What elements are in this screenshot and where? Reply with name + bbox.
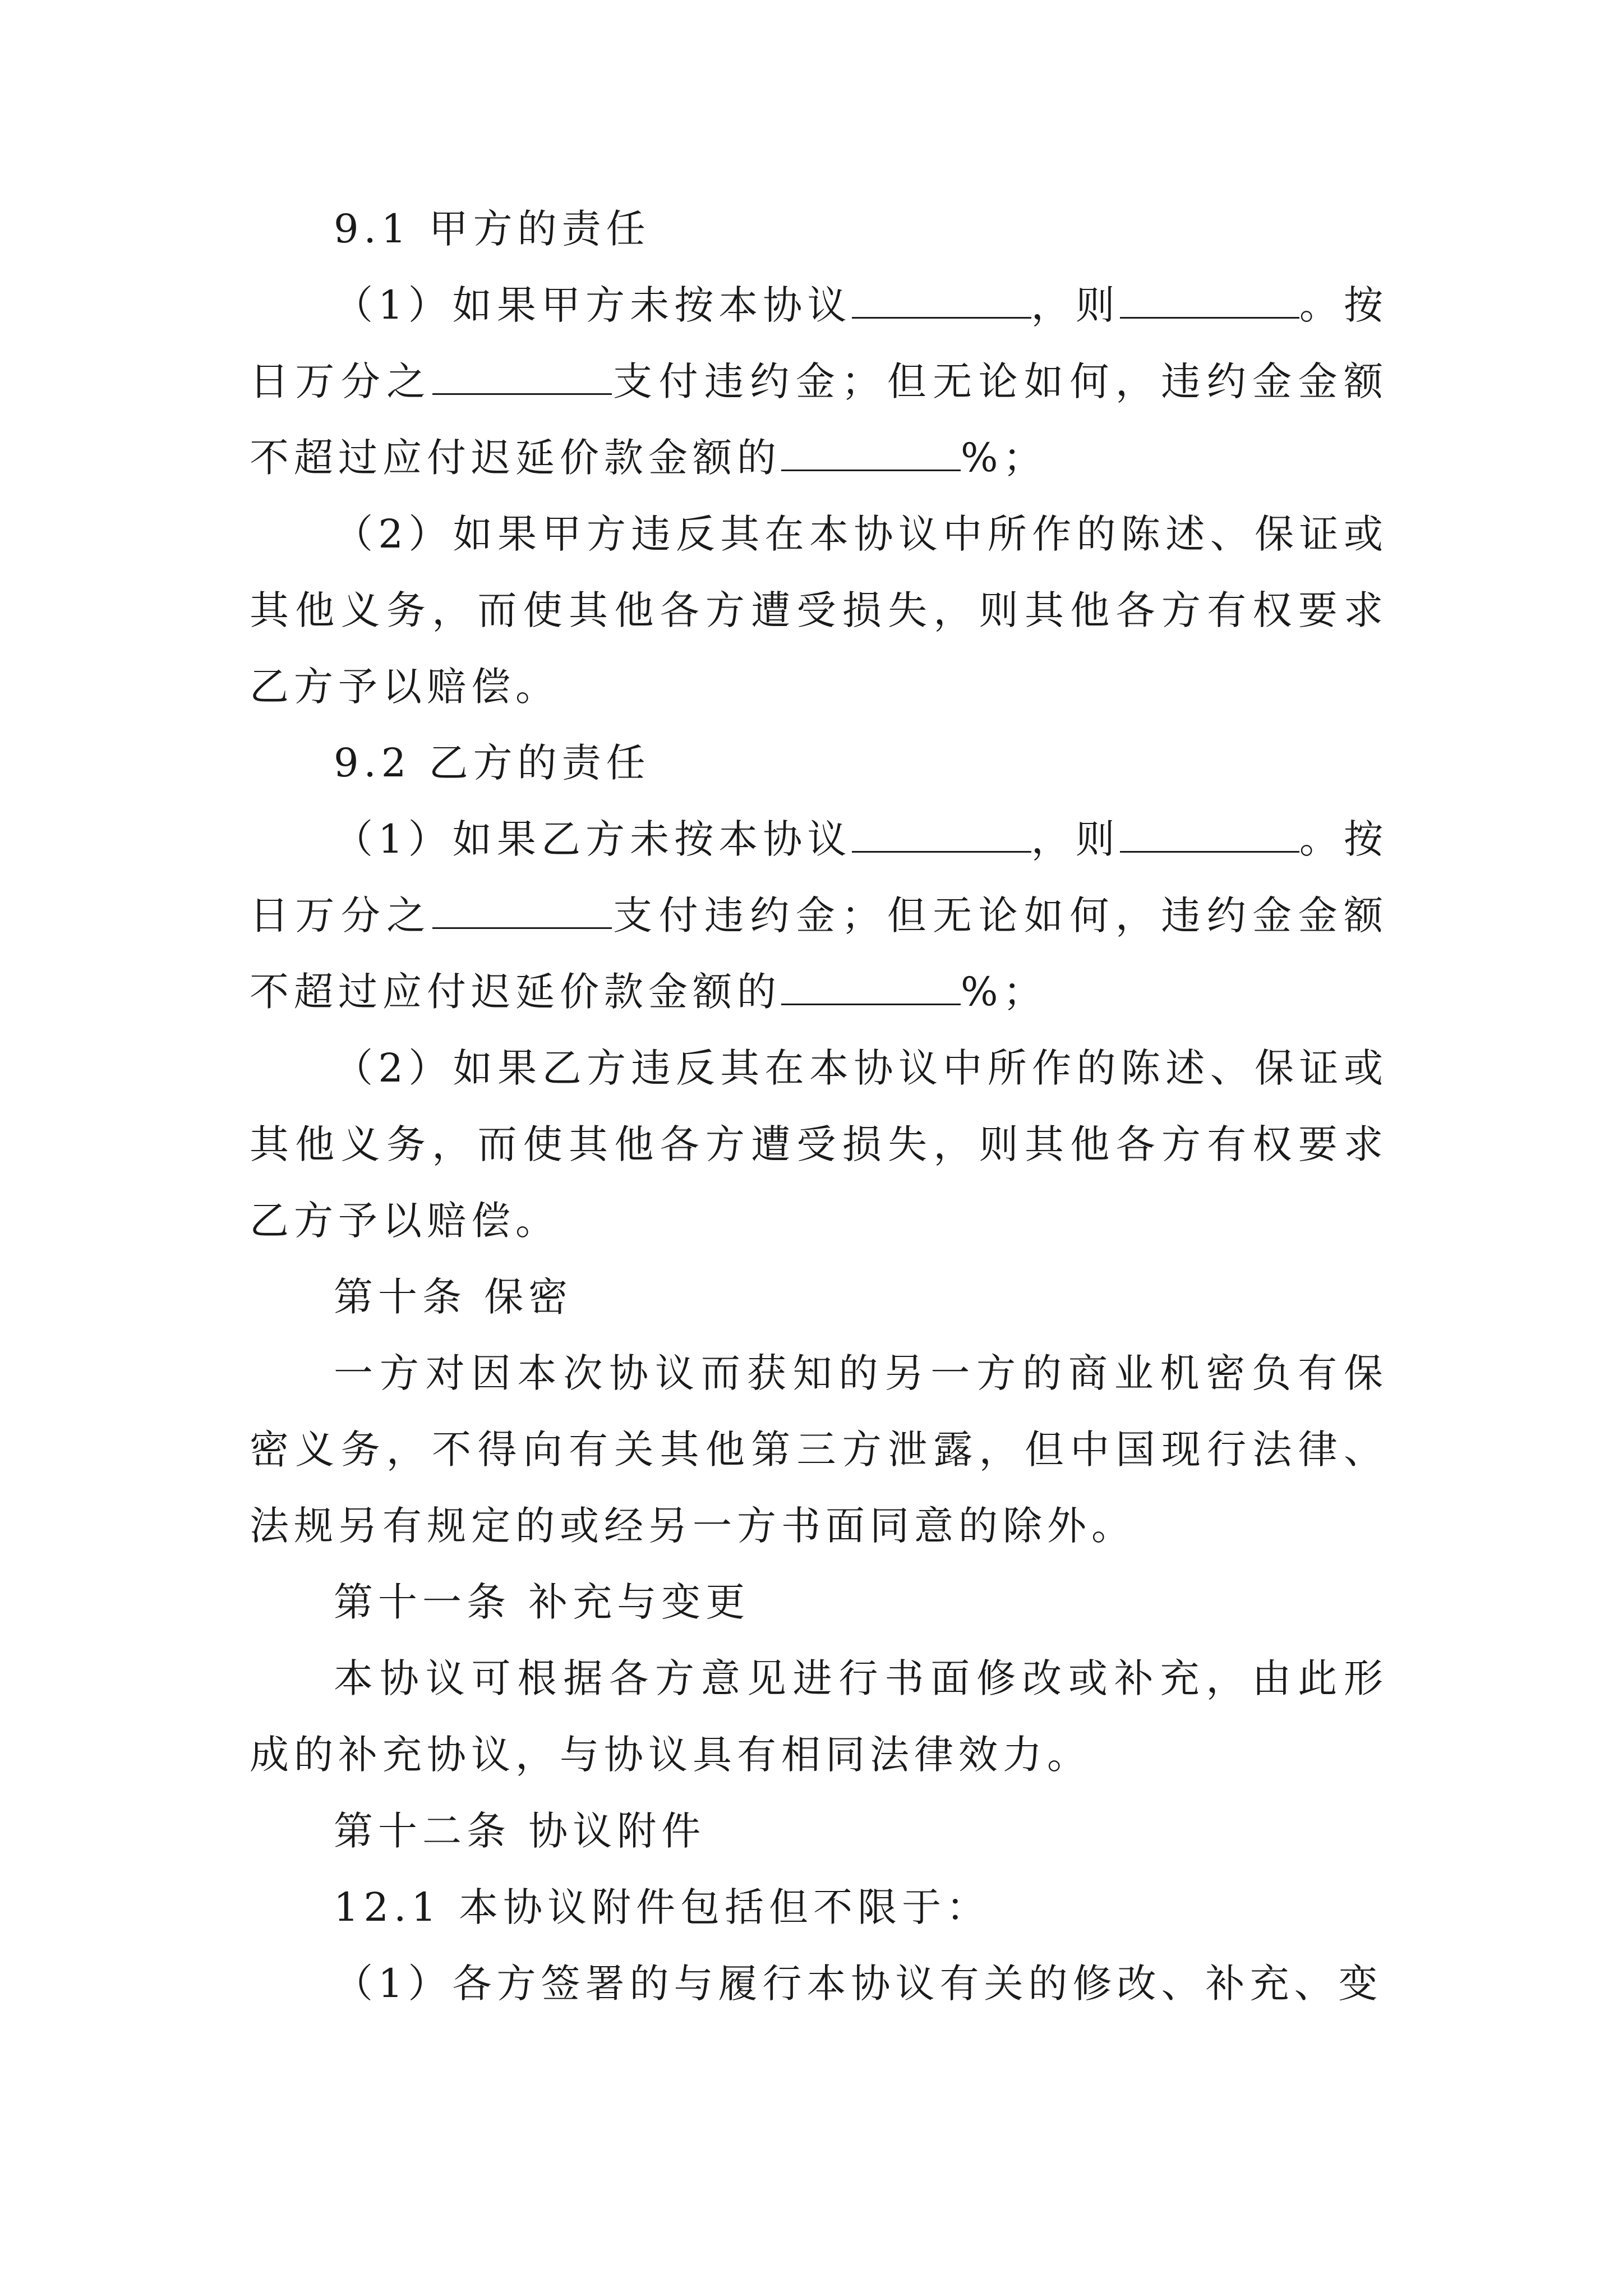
fill-in-blank[interactable] bbox=[1120, 817, 1299, 853]
clause-text: ，则 bbox=[1031, 282, 1120, 328]
clause-text: 。按日万分之 bbox=[250, 282, 1388, 404]
section-9-1-clause-2: （2）如果甲方违反其在本协议中所作的陈述、保证或其他义务，而使其他各方遭受损失，则其他各方有权要求乙方予以赔偿。 bbox=[250, 511, 1388, 710]
article-12-item-1: （1）各方签署的与履行本协议有关的修改、补充、变 bbox=[334, 1961, 1383, 2007]
article-11-title: 第十一条 补充与变更 bbox=[334, 1579, 750, 1625]
section-9-2-clause-2: （2）如果乙方违反其在本协议中所作的陈述、保证或其他义务，而使其他各方遭受损失，则其他各方有权要求乙方予以赔偿。 bbox=[250, 1045, 1388, 1244]
clause-text: %； bbox=[961, 969, 1048, 1015]
fill-in-blank[interactable] bbox=[852, 283, 1031, 319]
section-9-2-clause-1 bbox=[250, 801, 1388, 1030]
fill-in-blank[interactable] bbox=[852, 817, 1031, 853]
section-9-2-title: 9.2 乙方的责任 bbox=[334, 740, 651, 786]
fill-in-blank[interactable] bbox=[781, 436, 961, 471]
article-10-body: 一方对因本次协议而获知的另一方的商业机密负有保密义务，不得向有关其他第三方泄露，但中国现行法律、法规另有规定的或经另一方书面同意的除外。 bbox=[250, 1350, 1388, 1549]
fill-in-blank[interactable] bbox=[432, 360, 612, 395]
fill-in-blank[interactable] bbox=[1120, 283, 1299, 319]
clause-text: （1）如果乙方未按本协议 bbox=[334, 816, 852, 862]
clause-text: 。按日万分之 bbox=[250, 816, 1388, 938]
section-9-1-title: 9.1 甲方的责任 bbox=[334, 206, 651, 252]
clause-text: ，则 bbox=[1031, 816, 1120, 862]
article-10-title: 第十条 保密 bbox=[334, 1274, 573, 1320]
section-9-1-clause-1 bbox=[250, 267, 1388, 496]
clause-text: （1）如果甲方未按本协议 bbox=[334, 282, 852, 328]
fill-in-blank[interactable] bbox=[432, 894, 612, 929]
fill-in-blank[interactable] bbox=[781, 970, 961, 1005]
clause-text: %； bbox=[961, 435, 1048, 481]
clause-text: 支付违约金；但无论如何，违约金金额不超过应付迟延价款金额的 bbox=[250, 892, 1389, 1015]
article-11-body: 本协议可根据各方意见进行书面修改或补充，由此形成的补充协议，与协议具有相同法律效力。 bbox=[250, 1655, 1388, 1778]
section-12-1-title: 12.1 本协议附件包括但不限于： bbox=[334, 1884, 991, 1930]
document-page bbox=[250, 191, 1388, 2022]
article-12-title: 第十二条 协议附件 bbox=[334, 1808, 706, 1854]
clause-text: 支付违约金；但无论如何，违约金金额不超过应付迟延价款金额的 bbox=[250, 358, 1389, 481]
